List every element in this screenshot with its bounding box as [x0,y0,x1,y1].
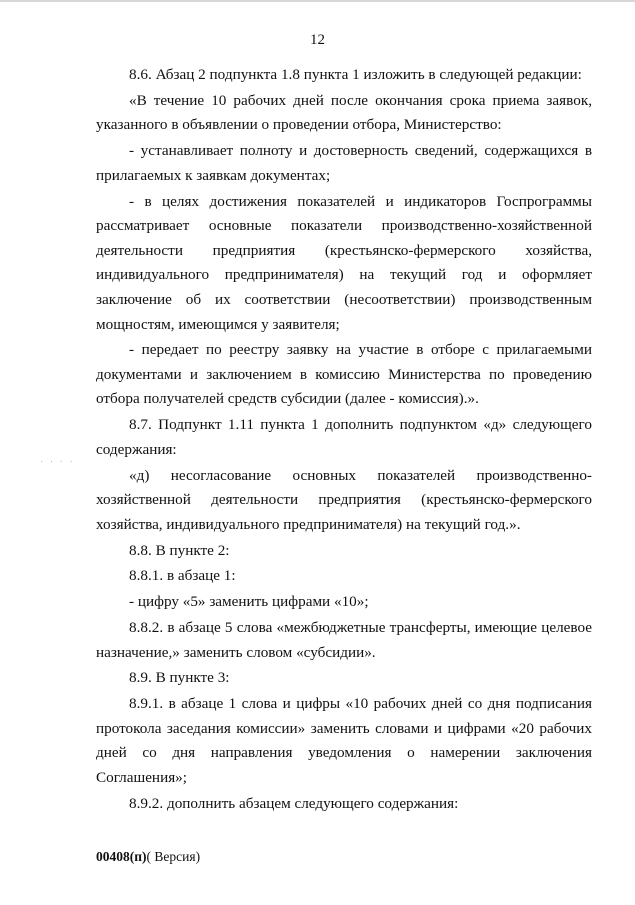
paragraph-bullet-completeness: - устанавливает полноту и достоверность сведений, содержащихся в прилагаемых к заявкам документах; [96,142,592,184]
document-footer [96,849,200,865]
paragraph-8-8: 8.8. В пункте 2: [129,541,230,559]
paragraph-8-7: 8.7. Подпункт 1.11 пункта 1 дополнить подпунктом «д» следующего содержания: [96,416,592,458]
paragraph-quote-start: «В течение 10 рабочих дней после окончания срока приема заявок, указанного в объявлении о проведении отбора, Министерство: [96,91,592,134]
paragraph-8-9: 8.9. В пункте 3: [129,669,230,687]
margin-scan-marks: · · · · [40,457,75,468]
paragraph-digit-replace: - цифру «5» заменить цифрами «10»; [129,593,369,611]
paragraph-bullet-indicators: - в целях достижения показателей и индикаторов Госпрограммы рассматривает основные показатели производственно-хозяйственной деятельности предприятия (крестьянско-фермерского хозяйства, индивидуального предпринимателя) на текущий год и оформляет заключение об их соответствии (несоответствии) производственным мощностям, имеющимся у заявителя; [96,192,592,333]
document-code: 00408(п) [96,849,147,864]
document-version-label: ( Версия) [146,849,201,864]
paragraph-8-8-1: 8.8.1. в абзаце 1: [129,567,236,585]
document-body [96,63,592,817]
top-edge-rule [0,0,635,2]
paragraph-8-9-1: 8.9.1. в абзаце 1 слова и цифры «10 рабочих дней со дня подписания протокола заседания комиссии» заменить словами и цифрами «20 рабочих дней со дня направления уведомления о намерении заключения Соглашения»; [96,695,592,786]
paragraph-bullet-registry: - передает по реестру заявку на участие в отборе с прилагаемыми документами и заключением в комиссию Министерства по проведению отбора получателей средств субсидии (далее - комиссия).». [96,341,592,408]
paragraph-8-8-2: 8.8.2. в абзаце 5 слова «межбюджетные трансферты, имеющие целевое назначение,» заменить словом «субсидии». [96,618,592,661]
paragraph-8-9-2: 8.9.2. дополнить абзацем следующего содержания: [129,794,459,812]
paragraph-8-6: 8.6. Абзац 2 подпункта 1.8 пункта 1 изложить в следующей редакции: [129,66,582,83]
page-number: 12 [310,32,325,48]
paragraph-subitem-d: «д) несогласование основных показателей производственно-хозяйственной деятельности предприятия (крестьянско-фермерского хозяйства, индивидуального предпринимателя) на текущий год.». [96,466,592,533]
